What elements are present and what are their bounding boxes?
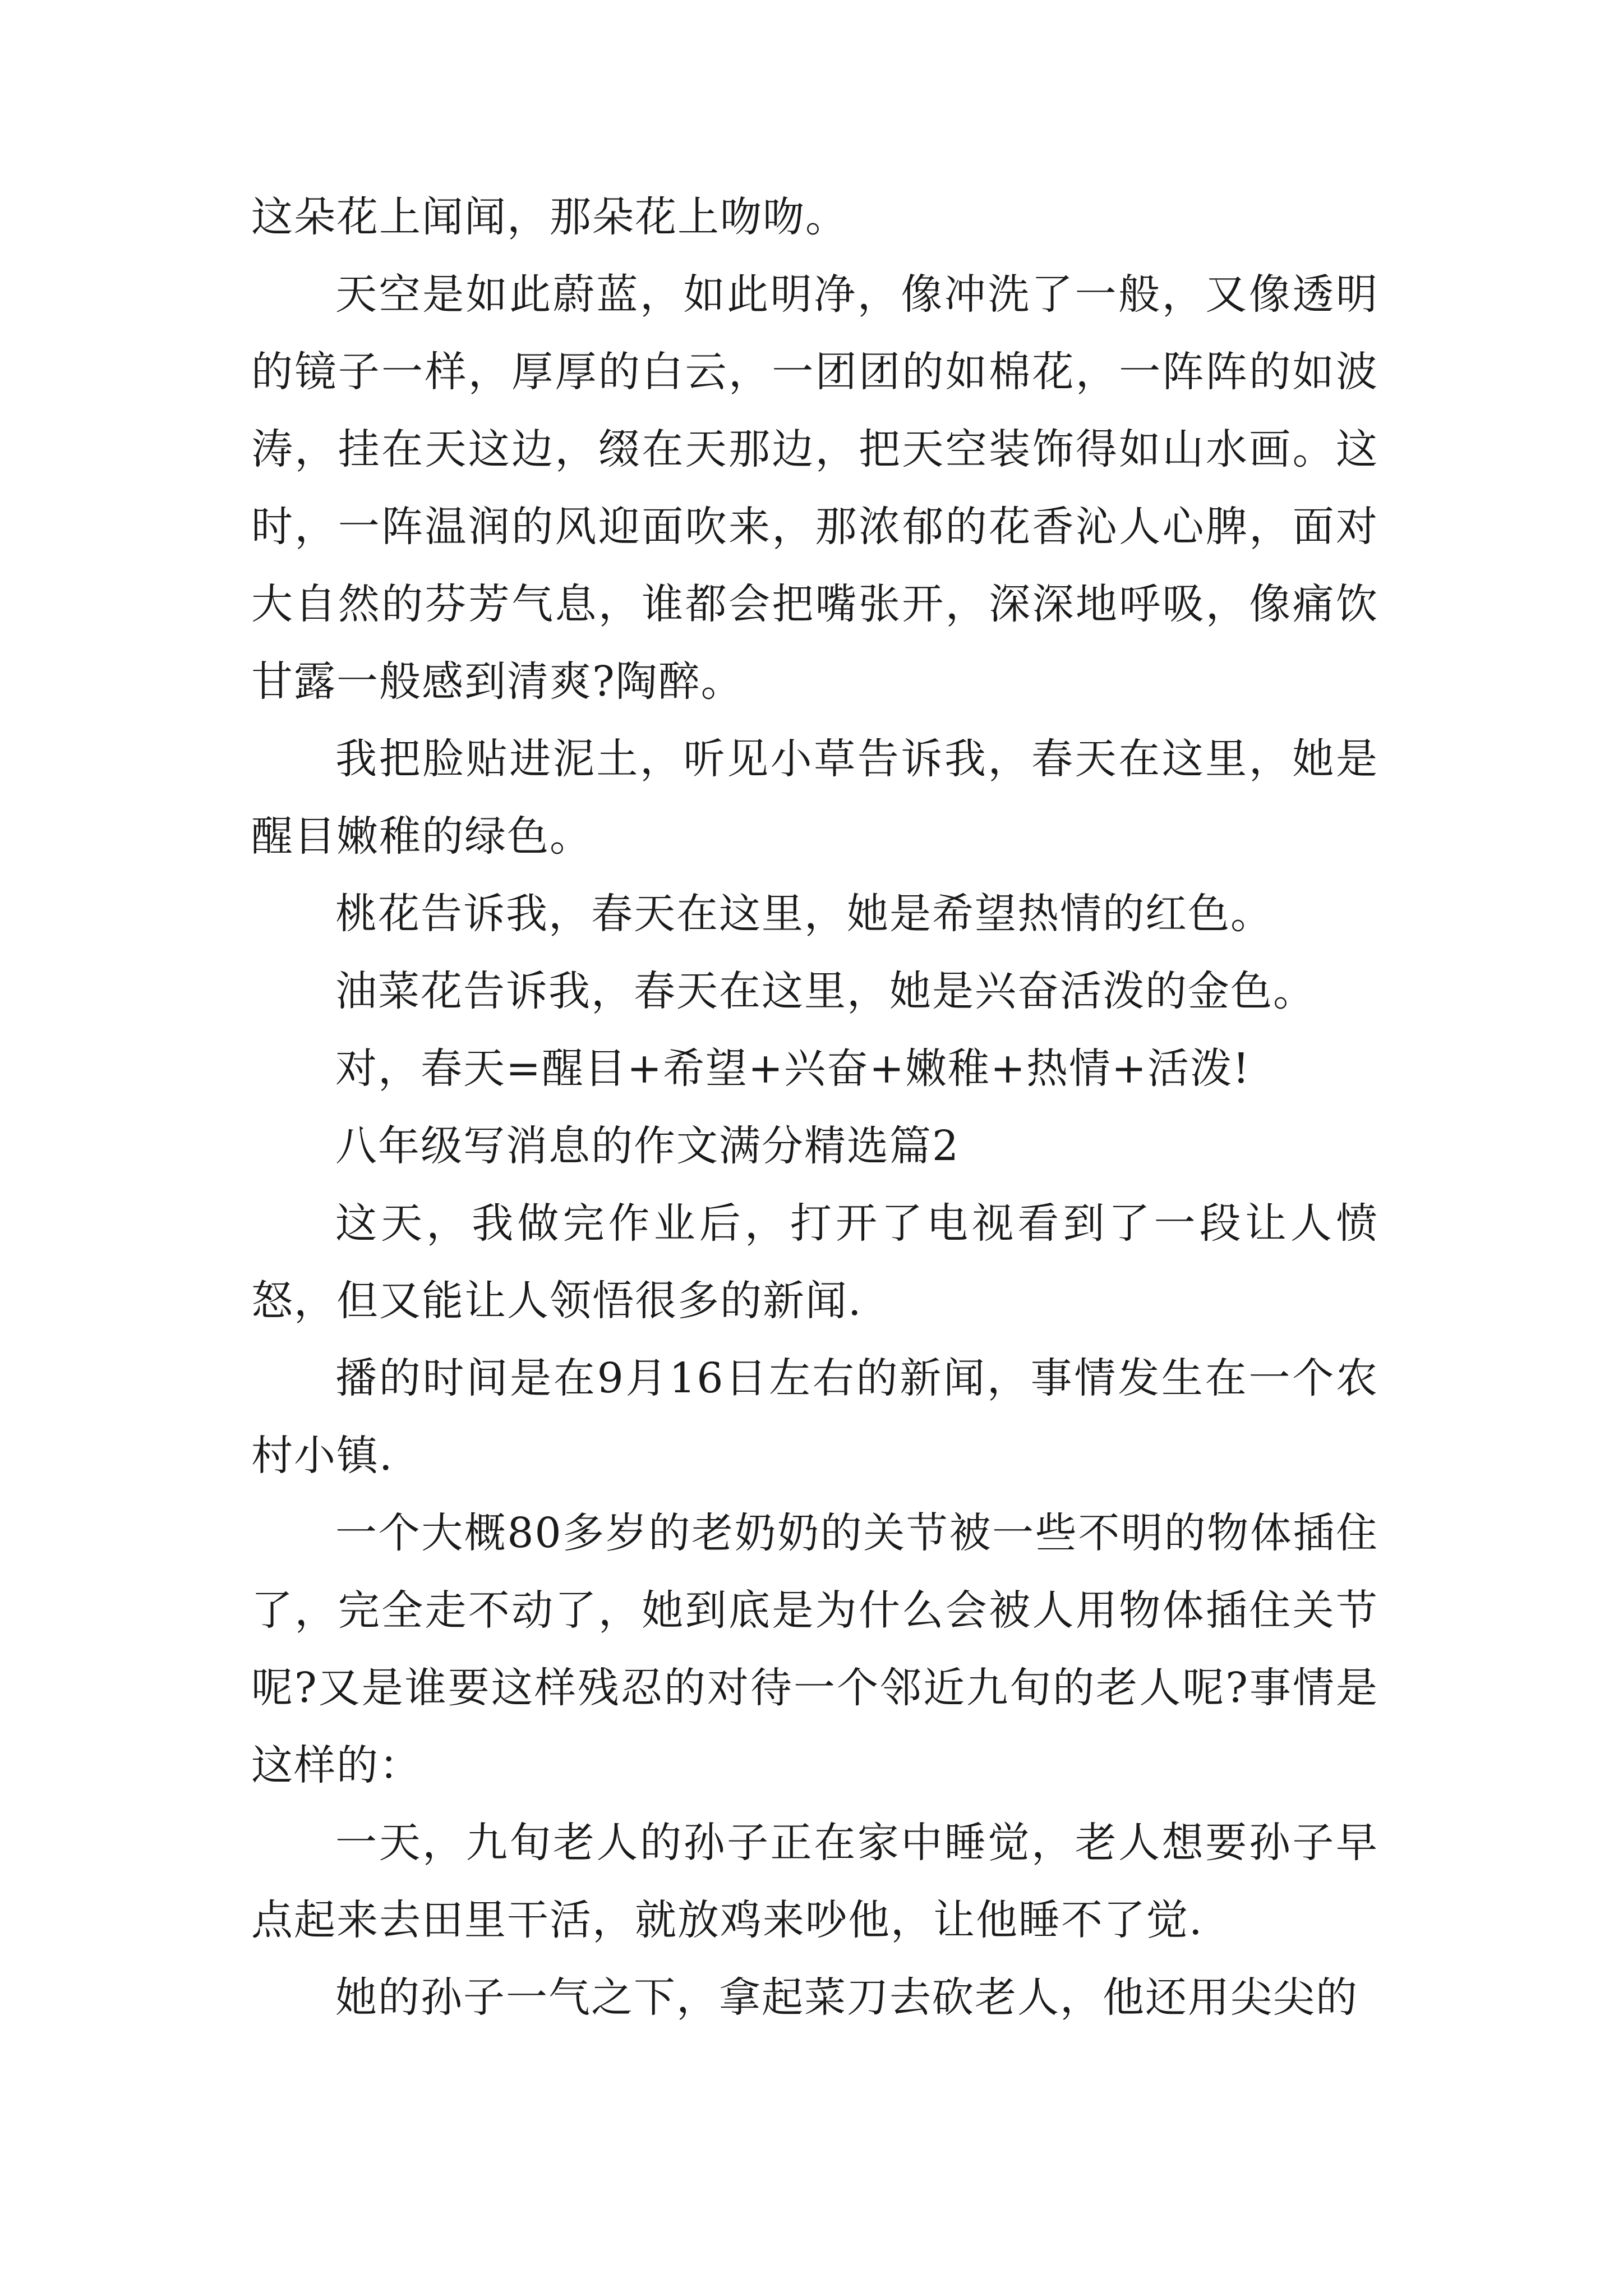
paragraph: 我把脸贴进泥土，听见小草告诉我，春天在这里，她是醒目嫩稚的绿色。	[251, 735, 1378, 861]
paragraph: 这天，我做完作业后，打开了电视看到了一段让人愤怒，但又能让人领悟很多的新闻.	[251, 1199, 1378, 1325]
section-heading: 八年级写消息的作文满分精选篇2	[335, 1122, 960, 1170]
document-body	[251, 178, 1378, 2036]
paragraph: 桃花告诉我，春天在这里，她是希望热情的红色。	[335, 890, 1273, 938]
paragraph: 天空是如此蔚蓝，如此明净，像冲洗了一般，又像透明的镜子一样，厚厚的白云，一团团的如棉花，一阵阵的如波涛，挂在天这边，缀在天那边，把天空装饰得如山水画。这时，一阵温润的风迎面吹来，那浓郁的花香沁人心脾，面对大自然的芬芳气息，谁都会把嘴张开，深深地呼吸，像痛饮甘露一般感到清爽?陶醉。	[251, 270, 1378, 706]
paragraph: 她的孙子一气之下，拿起菜刀去砍老人，他还用尖尖的	[335, 1973, 1358, 2022]
paragraph: 这朵花上闻闻，那朵花上吻吻。	[251, 193, 848, 241]
paragraph: 油菜花告诉我，春天在这里，她是兴奋活泼的金色。	[335, 967, 1316, 1015]
paragraph: 一个大概80多岁的老奶奶的关节被一些不明的物体插住了，完全走不动了，她到底是为什么会被人用物体插住关节呢?又是谁要这样残忍的对待一个邻近九旬的老人呢?事情是这样的：	[251, 1509, 1378, 1789]
paragraph: 播的时间是在9月16日左右的新闻，事情发生在一个农村小镇.	[251, 1354, 1378, 1480]
paragraph: 一天，九旬老人的孙子正在家中睡觉，老人想要孙子早点起来去田里干活，就放鸡来吵他，让他睡不了觉.	[251, 1819, 1378, 1944]
paragraph: 对，春天=醒目+希望+兴奋+嫩稚+热情+活泼!	[335, 1045, 1251, 1093]
